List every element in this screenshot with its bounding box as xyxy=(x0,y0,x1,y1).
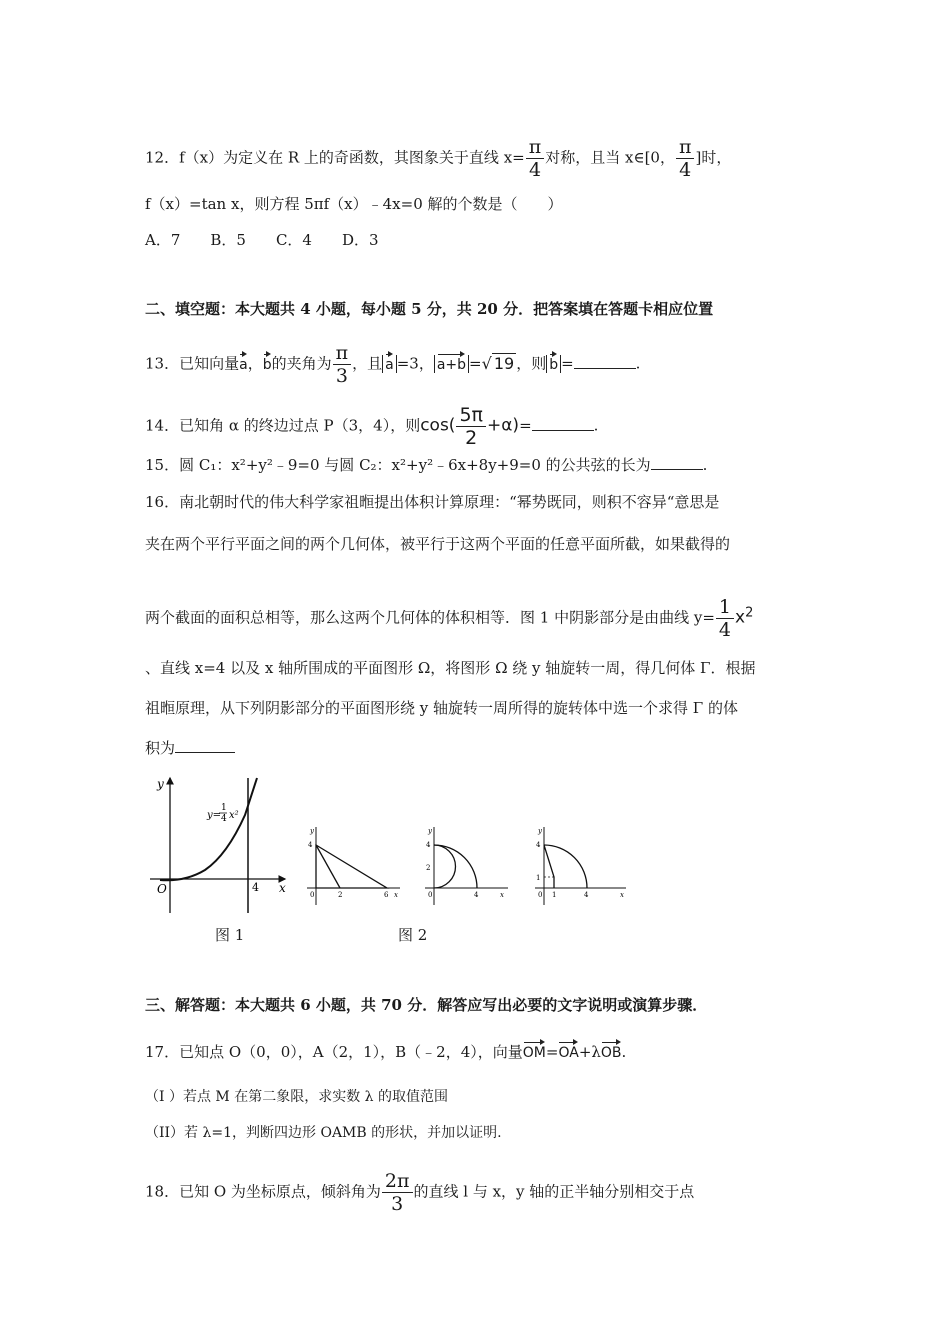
frac-num: π xyxy=(333,342,352,365)
q17-end: . xyxy=(621,1043,627,1061)
q12-frac-pi-over-4 xyxy=(526,136,545,181)
abs-a-plus-b xyxy=(434,355,469,373)
fig2c-tick-1: 1 xyxy=(536,874,541,882)
frac-num: π xyxy=(526,136,545,159)
q12-text-1: 12．f（x）为定义在 R 上的奇函数，其图象关于直线 x= xyxy=(145,148,525,167)
q18-frac-2pi-over-3 xyxy=(382,1170,413,1215)
section2-heading: 二、填空题：本大题共 4 小题，每小题 5 分，共 20 分．把答案填在答题卡相应位置 xyxy=(145,300,714,318)
q18-line xyxy=(145,1170,694,1215)
fig2b-tick-2: 2 xyxy=(426,864,431,872)
q14-text-1: 14．已知角 α 的终边过点 P（3，4），则 xyxy=(145,416,421,435)
fig1-tick-4: 4 xyxy=(252,881,259,894)
q12-text-2: 对称，且当 x∈[0， xyxy=(545,148,675,167)
fig2b-y-label: y xyxy=(428,827,432,835)
vector-b: b xyxy=(263,352,272,372)
q13-eq3: =3， xyxy=(396,354,434,373)
q13-eq: = xyxy=(469,354,482,373)
q18-text-1: 18．已知 O 为坐标原点，倾斜角为 xyxy=(145,1182,381,1201)
sqrt-radicand: 19 xyxy=(493,353,515,373)
q14-plus-alpha: +α) xyxy=(486,415,520,436)
frac-den: 4 xyxy=(679,159,692,181)
q14-frac-5pi-over-2 xyxy=(456,404,486,449)
fig2a-triangle-shape xyxy=(316,845,387,888)
q16-frac-1-over-4 xyxy=(716,596,734,641)
fig1-x-label: x xyxy=(279,881,286,895)
q17-text-1: 17．已知点 O（0，0），A（2，1），B（﹣2，4），向量 xyxy=(145,1043,523,1061)
abs-b xyxy=(546,355,561,373)
fig2c-tick-4: 4 xyxy=(536,841,541,849)
q16-line4: 、直线 x=4 以及 x 轴所围成的平面图形 Ω，将图形 Ω 绕 y 轴旋转一周，得几何体 Γ．根据 xyxy=(145,659,756,677)
q16-line6 xyxy=(145,738,235,758)
figure-2-caption: 图 2 xyxy=(398,926,428,944)
q16-line1: 16．南北朝时代的伟大科学家祖暅提出体积计算原理：“幂势既同，则积不容异“意思是 xyxy=(145,493,720,511)
q13-text-4: ，则 xyxy=(516,354,547,373)
vector-OM: OM xyxy=(523,1040,546,1060)
fig1-y-label: y xyxy=(157,777,164,791)
fig2a-y-label: y xyxy=(310,827,314,835)
fig1-curve-label-den: 4 xyxy=(221,814,227,824)
vector-OA: OA xyxy=(558,1040,578,1060)
answer-blank xyxy=(574,354,636,369)
q15-text: 15．圆 C₁：x²+y²﹣9=0 与圆 C₂：x²+y²﹣6x+8y+9=0 的公共弦的长为 xyxy=(145,456,651,474)
q13-line xyxy=(145,342,640,387)
q17-line xyxy=(145,1040,626,1062)
figure-2c-quarter-circle xyxy=(530,825,630,910)
q13-text-2: 的夹角为 xyxy=(271,354,332,373)
fig2c-x-label: x xyxy=(620,891,624,899)
frac-num: π xyxy=(676,136,695,159)
q12-line2: f（x）=tan x，则方程 5πf（x）﹣4x=0 解的个数是（ ） xyxy=(145,195,563,213)
fig1-curve-label-pre: y= xyxy=(207,810,222,821)
frac-den: 4 xyxy=(718,619,731,641)
q14-line xyxy=(145,404,598,449)
q12-frac-pi-over-4b xyxy=(676,136,695,181)
q13-text-3: ，且 xyxy=(352,354,383,373)
frac-den: 3 xyxy=(391,1193,404,1215)
q18-text-2: 的直线 l 与 x，y 轴的正半轴分别相交于点 xyxy=(413,1182,695,1201)
fig1-curve-label-num: 1 xyxy=(221,803,227,813)
q16-text-6: 积为 xyxy=(145,739,176,757)
frac-num: 5π xyxy=(456,404,486,427)
fig2a-origin: 0 xyxy=(310,891,315,899)
fig2c-segment xyxy=(544,845,554,888)
vector-a: a xyxy=(239,352,248,372)
answer-blank xyxy=(175,738,235,753)
frac-num: 2π xyxy=(382,1170,413,1193)
answer-blank xyxy=(651,455,703,470)
sqrt-19: √ 19 xyxy=(481,353,515,373)
q15-line xyxy=(145,455,707,475)
q17-sub1: （I ）若点 M 在第二象限，求实数 λ 的取值范围 xyxy=(145,1089,448,1105)
q16-line2: 夹在两个平行平面之间的两个几何体，被平行于这两个平面的任意平面所截，如果截得的 xyxy=(145,535,731,553)
abs-a xyxy=(382,355,397,373)
vector-b: b xyxy=(549,352,558,372)
q17-eq: = xyxy=(545,1043,559,1061)
frac-den: 3 xyxy=(335,365,348,387)
q13-text-1: 13．已知向量 xyxy=(145,354,240,373)
fig2b-tick-4: 4 xyxy=(426,841,431,849)
fig2b-inner-arc xyxy=(434,845,456,888)
fig2b-tick-x4: 4 xyxy=(474,891,479,899)
fig2a-tick-6: 6 xyxy=(384,891,389,899)
figure-1-graph xyxy=(145,770,295,920)
q12-text-3: ]时， xyxy=(695,148,732,167)
q13-frac-pi-over-3 xyxy=(333,342,352,387)
section3-heading: 三、解答题：本大题共 6 小题，共 70 分．解答应写出必要的文字说明或演算步骤． xyxy=(145,996,708,1014)
q16-x: x xyxy=(735,607,746,628)
q16-line3 xyxy=(145,596,753,641)
vector-a: a xyxy=(385,352,394,372)
figure-1-caption: 图 1 xyxy=(215,926,245,944)
q13-end: . xyxy=(635,354,641,373)
q16-exponent: 2 xyxy=(745,605,754,621)
q14-eq: = xyxy=(519,416,532,435)
q13-comma: ， xyxy=(247,354,263,373)
figure-2b-semicircles xyxy=(420,825,510,910)
fig2c-tick-x4: 4 xyxy=(584,891,589,899)
fig1-origin: O xyxy=(157,882,167,896)
fig2a-tick-4: 4 xyxy=(308,841,313,849)
fig1-curve xyxy=(160,778,257,880)
answer-blank xyxy=(532,416,594,431)
frac-den: 4 xyxy=(528,159,542,181)
q15-end: . xyxy=(702,456,708,474)
q14-cos: cos( xyxy=(420,415,456,436)
frac-num: 1 xyxy=(716,596,734,619)
q14-end: . xyxy=(593,416,599,435)
q17-plus-lambda: +λ xyxy=(578,1043,601,1061)
q12-options: A．7 B．5 C．4 D．3 xyxy=(145,231,379,249)
fig2c-tick-x1: 1 xyxy=(552,891,557,899)
fig2c-y-label: y xyxy=(538,827,542,835)
vector-OB: OB xyxy=(601,1040,622,1060)
q13-tail: = xyxy=(561,354,574,373)
vector-a-plus-b: a+b xyxy=(437,352,466,372)
fig2b-x-label: x xyxy=(500,891,504,899)
figure-2a-triangle xyxy=(302,825,402,910)
fig1-curve-label-post: x² xyxy=(229,810,239,821)
fig2a-tick-2: 2 xyxy=(338,891,343,899)
fig2c-origin: 0 xyxy=(538,891,543,899)
q17-sub2: （II）若 λ=1，判断四边形 OAMB 的形状，并加以证明. xyxy=(145,1125,502,1141)
fig2b-origin: 0 xyxy=(428,891,433,899)
q12-line1 xyxy=(145,136,731,181)
q16-line5: 祖暅原理，从下列阴影部分的平面图形绕 y 轴旋转一周所得的旋转体中选一个求得 Γ 的体 xyxy=(145,699,738,717)
frac-den: 2 xyxy=(465,427,478,449)
fig2a-x-label: x xyxy=(394,891,398,899)
q16-text-3: 两个截面的面积总相等，那么这两个几何体的体积相等．图 1 中阴影部分是由曲线 y= xyxy=(145,608,715,627)
